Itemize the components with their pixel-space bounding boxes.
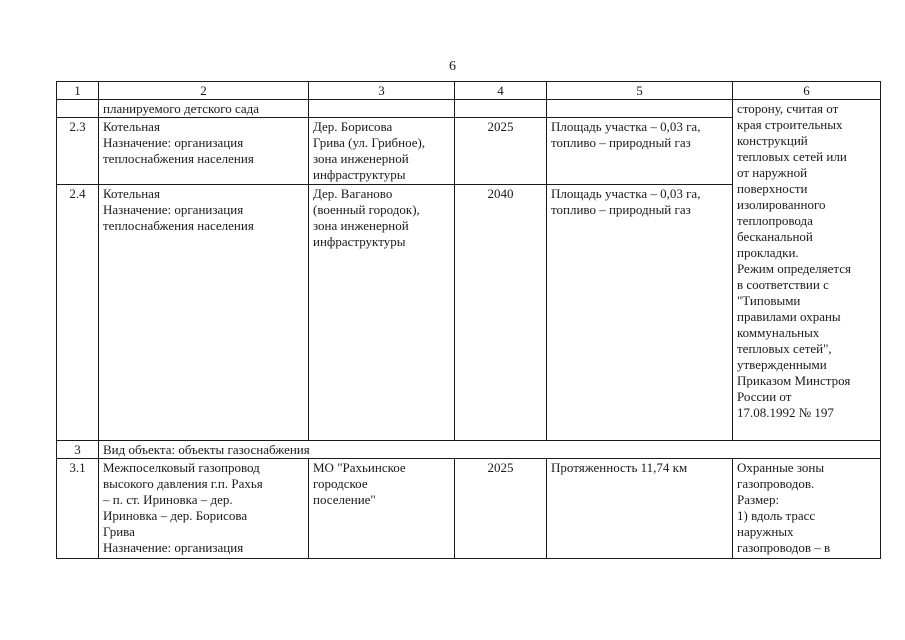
cell-line: утвержденными: [737, 357, 827, 372]
cell-line: Ириновка – дер. Борисова: [103, 508, 248, 523]
cell-line: сторону, считая от: [737, 101, 839, 116]
cell-line: инфраструктуры: [313, 234, 406, 249]
cell-line: Протяженность 11,74 км: [551, 460, 688, 475]
cell-line: коммунальных: [737, 325, 820, 340]
cell-line: зона инженерной: [313, 218, 409, 233]
column-header: 6: [733, 82, 881, 100]
cell-characteristics: [547, 100, 733, 118]
cell-line: Межпоселковый газопровод: [103, 460, 260, 475]
cell-line: Назначение: организация: [103, 202, 244, 217]
cell-line: Котельная: [103, 186, 160, 201]
table-row: [57, 100, 881, 118]
cell-line: инфраструктуры: [313, 167, 406, 182]
cell-line: (военный городок),: [313, 202, 420, 217]
cell-restrictions: [733, 100, 881, 441]
cell-line: Дер. Борисова: [313, 119, 393, 134]
cell-line: высокого давления г.п. Рахья: [103, 476, 263, 491]
cell-object: [99, 459, 309, 559]
cell-year: 2025: [455, 459, 547, 559]
section-title: Вид объекта: объекты газоснабжения: [99, 441, 881, 459]
cell-number: 3: [57, 441, 99, 459]
cell-line: России от: [737, 389, 792, 404]
cell-line: Площадь участка – 0,03 га,: [551, 119, 701, 134]
cell-line: Назначение: организация: [103, 540, 244, 555]
table-section-row: [57, 441, 881, 459]
cell-line: правилами охраны: [737, 309, 841, 324]
cell-number: 3.1: [57, 459, 99, 559]
cell-line: от наружной: [737, 165, 808, 180]
cell-number: 2.3: [57, 118, 99, 185]
cell-line: теплоснабжения населения: [103, 218, 254, 233]
cell-line: поверхности: [737, 181, 808, 196]
column-header: 2: [99, 82, 309, 100]
cell-characteristics: [547, 118, 733, 185]
cell-year: 2025: [455, 118, 547, 185]
cell-line: Котельная: [103, 119, 160, 134]
cell-location: [309, 185, 455, 441]
cell-line: тепловых сетей",: [737, 341, 832, 356]
table-row: [57, 459, 881, 559]
cell-year: [455, 100, 547, 118]
cell-location: [309, 100, 455, 118]
cell-year: 2040: [455, 185, 547, 441]
cell-line: 1) вдоль трасс: [737, 508, 816, 523]
cell-line: прокладки.: [737, 245, 799, 260]
cell-object: [99, 118, 309, 185]
cell-line: Дер. Ваганово: [313, 186, 393, 201]
cell-line: Площадь участка – 0,03 га,: [551, 186, 701, 201]
cell-line: края строительных: [737, 117, 843, 132]
cell-characteristics: [547, 185, 733, 441]
cell-number: [57, 100, 99, 118]
cell-line: Режим определяется: [737, 261, 852, 276]
cell-line: бесканальной: [737, 229, 813, 244]
cell-line: Размер:: [737, 492, 780, 507]
column-header: 5: [547, 82, 733, 100]
table-header-row: [57, 82, 881, 100]
cell-characteristics: [547, 459, 733, 559]
column-header: 1: [57, 82, 99, 100]
cell-line: Грива: [103, 524, 135, 539]
cell-line: тепловых сетей или: [737, 149, 847, 164]
cell-object: [99, 185, 309, 441]
cell-line: теплоснабжения населения: [103, 151, 254, 166]
cell-location: [309, 459, 455, 559]
cell-line: в соответствии с: [737, 277, 829, 292]
cell-line: Назначение: организация: [103, 135, 244, 150]
cell-line: – п. ст. Ириновка – дер.: [103, 492, 233, 507]
page-number: 6: [449, 59, 456, 74]
cell-line: газопроводов – в: [737, 540, 831, 555]
column-header: 3: [309, 82, 455, 100]
column-header: 4: [455, 82, 547, 100]
cell-line: МО "Рахьинское: [313, 460, 406, 475]
plan-objects-table: [56, 81, 881, 559]
cell-line: планируемого детского сада: [103, 101, 260, 116]
cell-line: изолированного: [737, 197, 826, 212]
cell-line: газопроводов.: [737, 476, 815, 491]
cell-line: топливо – природный газ: [551, 135, 691, 150]
cell-line: теплопровода: [737, 213, 813, 228]
cell-line: Приказом Минстроя: [737, 373, 851, 388]
cell-restrictions: [733, 459, 881, 559]
cell-line: наружных: [737, 524, 794, 539]
cell-number: 2.4: [57, 185, 99, 441]
cell-line: "Типовыми: [737, 293, 801, 308]
cell-line: топливо – природный газ: [551, 202, 691, 217]
cell-location: [309, 118, 455, 185]
cell-object: [99, 100, 309, 118]
cell-line: зона инженерной: [313, 151, 409, 166]
cell-line: Грива (ул. Грибное),: [313, 135, 426, 150]
cell-line: поселение": [313, 492, 376, 507]
cell-line: Охранные зоны: [737, 460, 825, 475]
cell-line: 17.08.1992 № 197: [737, 405, 834, 420]
cell-line: городское: [313, 476, 368, 491]
cell-line: конструкций: [737, 133, 808, 148]
